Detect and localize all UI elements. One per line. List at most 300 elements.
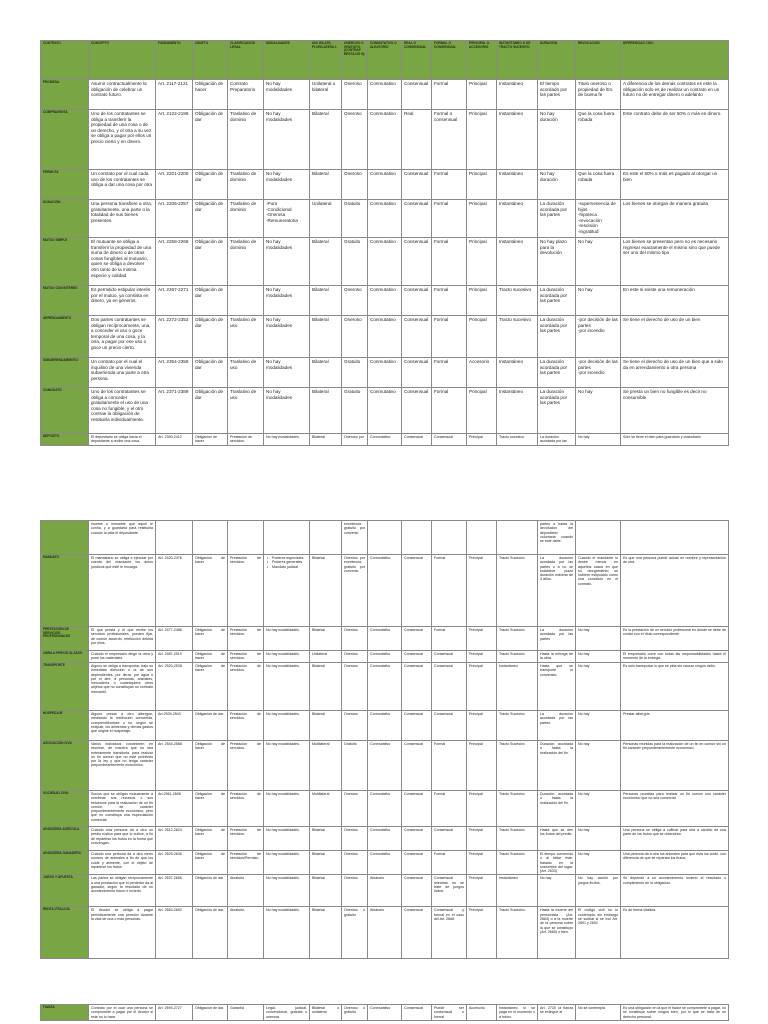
cell-onerous: Gratuito — [342, 388, 368, 434]
cell-commutative: Conmutativo — [368, 238, 402, 286]
cell-modalities: No hay modalidades — [264, 238, 310, 286]
cell-lateral: Bilateral — [310, 827, 342, 851]
cell-commutative: Conmutativo — [368, 627, 402, 651]
cell-duration: No hay duración — [538, 170, 576, 200]
cell-legal-classification: Traslativo de dominio — [228, 110, 264, 170]
cell-real-consensual: Consensual — [402, 388, 432, 434]
cell-legal-basis: Art. 2272-2353 — [156, 316, 193, 358]
cell-duration: El tiempo acordado por las partes — [538, 80, 576, 110]
cell-formal-consensual: Consensual — [432, 711, 467, 741]
cell-lateral: Bilateral — [310, 358, 342, 388]
cell-instant-successive: Instantáneo — [497, 388, 538, 434]
cell-real-consensual: Consensual — [402, 651, 432, 663]
cell-differences: Prestar albergue. — [621, 711, 729, 741]
cell-contract-name: FIANZA — [41, 1005, 89, 1021]
cell-modalities — [264, 200, 310, 238]
cell-instant-successive: Instantáneo — [497, 358, 538, 388]
cell-duration: No hay — [538, 875, 576, 907]
cell-lateral: Bilateral — [310, 627, 342, 651]
cell-contract-name: HOSPEDAJE — [41, 711, 89, 741]
cell-concept: Cuando una persona da a otra un predio rústico para que lo cultive, a fin de repartirse los frutos en la forma que convengan. — [89, 827, 156, 851]
revocation-line: -ingratitud — [578, 228, 599, 234]
cell-contract-name: COMPRAVENTA — [41, 110, 89, 170]
cell-lateral: Multilateral — [310, 741, 342, 791]
cell-legal-classification: Traslativo de uso — [228, 358, 264, 388]
cell-object: Obligación de hacer — [193, 80, 228, 110]
cell-lateral: Unilateral — [310, 200, 342, 238]
table-row — [41, 238, 729, 286]
column-header-real-consensual: REAL O CONSENSUAL — [402, 41, 432, 80]
cell-modalities: No hay modalidades. — [264, 875, 310, 907]
cell-legal-basis: Art. 2206-2257 — [156, 200, 193, 238]
cell-legal-basis: Art. 2354-2356 — [156, 358, 193, 388]
cell-onerous: Oneroso — [342, 316, 368, 358]
cell-instant-successive: Instantáneo — [497, 80, 538, 110]
cell-object: Obligación de dar — [193, 238, 228, 286]
cell-commutative — [368, 521, 402, 555]
cell-duration: La duración acordada por las partes — [538, 316, 576, 358]
cell-object: Obligación de hacer — [193, 851, 228, 875]
cell-lateral: Bilateral — [310, 110, 342, 170]
column-header-legal-basis: FUNDAMENTO — [156, 41, 193, 80]
cell-duration: Hasta la entrega de la obra. — [538, 651, 576, 663]
cell-principal-accessory: Principal — [467, 827, 497, 851]
cell-differences: Es que una persona puede actuar en nombre y representación de otra. — [621, 555, 729, 627]
cell-modalities — [264, 521, 310, 555]
cell-object: Obligación de hacer — [193, 555, 228, 627]
cell-duration: partes o hasta la devolución del depositario voluntaria cuando se esté debe. — [538, 521, 576, 555]
cell-object: Obligación de dar — [193, 286, 228, 316]
cell-real-consensual: Consensual — [402, 791, 432, 827]
cell-duration: La duración acordada por las partes — [538, 388, 576, 434]
cell-legal-basis: Art. 2201-2205 — [156, 170, 193, 200]
contracts-table-part-3 — [40, 1004, 729, 1021]
cell-real-consensual: Consensual — [402, 663, 432, 711]
cell-lateral: Bilateral — [310, 434, 342, 446]
cell-instant-successive: Instantáneo si se paga en el momento o a futuro — [497, 1005, 538, 1021]
cell-legal-basis: Art. 2267-2271 — [156, 286, 193, 316]
cell-principal-accessory: Principal — [467, 434, 497, 446]
cell-revocation: No hay — [576, 791, 621, 827]
column-header-contract-name: CONTRATO — [41, 41, 89, 80]
cell-real-consensual: Consensual — [402, 80, 432, 110]
cell-revocation: No hay — [576, 827, 621, 851]
cell-instant-successive: Instantáneo — [497, 875, 538, 907]
table-row — [41, 827, 729, 851]
cell-legal-classification: Prestación de servicios. — [228, 434, 264, 446]
cell-legal-basis: Art. 2371-2389 — [156, 388, 193, 434]
table-row — [41, 80, 729, 110]
modalities-line: -Onerosa — [266, 212, 286, 218]
cell-concept: El deudor se obliga a pagar periódicamente una pensión durante la vida de una o más personas. — [89, 907, 156, 959]
cell-onerous: Oneroso — [342, 875, 368, 907]
column-header-concept: CONCEPTO — [89, 41, 156, 80]
cell-commutative: Aleatorio — [368, 875, 402, 907]
cell-onerous: Oneroso — [342, 286, 368, 316]
cell-lateral: Bilateral — [310, 286, 342, 316]
column-header-revocation: REVOCACIÓN — [576, 41, 621, 80]
cell-concept: Uno de los contratantes se obliga a conceder gratuitamente el uso de una cosa no fungible, y el otro contrae la obligación de restituirla individualmente. — [89, 388, 156, 434]
cell-revocation: No hay — [576, 627, 621, 651]
cell-real-consensual: Consensual — [402, 358, 432, 388]
cell-object: Obligación de hacer — [193, 827, 228, 851]
cell-duration: Hasta la muerte del pensionista (Art. 2663) o a la muerte de la persona sobre la que se constituyo (Art. 2665) o bien. — [538, 907, 576, 959]
cell-commutative: Conmutativo — [368, 110, 402, 170]
modalities-line: -Remuneratoria — [266, 217, 298, 223]
cell-revocation: No hay — [576, 663, 621, 711]
cell-formal-consensual: Formal — [432, 286, 467, 316]
cell-differences: Personas reunidas para realizar un fin común con carácter económico que no sea comercial. — [621, 791, 729, 827]
cell-object: Obligación de hacer — [193, 791, 228, 827]
cell-real-consensual — [402, 521, 432, 555]
cell-commutative: Conmutativo — [368, 663, 402, 711]
cell-commutative: Conmutativo — [368, 741, 402, 791]
cell-revocation: No hay — [576, 711, 621, 741]
table-row — [41, 875, 729, 907]
table-body — [41, 80, 729, 446]
cell-legal-basis: Art. 2390-2412 — [156, 434, 193, 446]
cell-lateral: Bilateral — [310, 711, 342, 741]
cell-revocation: No hay — [576, 238, 621, 286]
cell-object: Obligación de dar — [193, 200, 228, 238]
cell-legal-classification: Prestación de servicios. — [228, 791, 264, 827]
cell-modalities: No hay modalidades — [264, 358, 310, 388]
cell-contract-name: SUBARRENDAMIENTO — [41, 358, 89, 388]
cell-concept: El mandatario se obliga a ejecutar por cuenta del mandante los actos jurídicos que éste le encarga. — [89, 555, 156, 627]
cell-commutative: Conmutativo — [368, 358, 402, 388]
cell-lateral: Unilateral — [310, 651, 342, 663]
cell-contract-name: PROMESA — [41, 80, 89, 110]
cell-commutative: Conmutativo — [368, 200, 402, 238]
cell-real-consensual: Consensual — [402, 434, 432, 446]
cell-commutative: Conmutativo — [368, 711, 402, 741]
cell-revocation: No hay — [576, 741, 621, 791]
table-row — [41, 521, 729, 555]
cell-object: Obligación de hacer — [193, 627, 228, 651]
cell-lateral: Bilateral — [310, 907, 342, 959]
cell-commutative: Conmutativo — [368, 170, 402, 200]
column-header-onerous: ONEROSO O GRATUITO (CONTRAP RESTACIÓ N) — [342, 41, 368, 80]
column-header-principal-accessory: PRINCIPAL O ACCESORIO — [467, 41, 497, 80]
cell-contract-name — [41, 521, 89, 555]
cell-legal-basis: Art.2539-2543 — [156, 711, 193, 741]
cell-modalities: No hay modalidades. — [264, 711, 310, 741]
cell-contract-name: APARCERÍA AGRÍCOLA — [41, 827, 89, 851]
cell-duration: La duración acordada por las partes o a no se establece plazo duración máxima de 3 años. — [538, 555, 576, 627]
cell-commutative: Conmutativo. — [368, 555, 402, 627]
cell-lateral: Bilateral — [310, 555, 342, 627]
cell-real-consensual: Consensual — [402, 286, 432, 316]
cell-formal-consensual: Formal — [432, 200, 467, 238]
cell-revocation — [576, 200, 621, 238]
cell-principal-accessory: Principal — [467, 711, 497, 741]
cell-concept: El mutuante se obliga a transferir la propiedad de una suma de dinero o de otras cosas fungibles al mutuario, quien se obliga a devolver otro tanto de la misma especie y calidad — [89, 238, 156, 286]
cell-instant-successive: Tracto Sucesivo — [497, 555, 538, 627]
cell-instant-successive: Tracto sucesivo — [497, 434, 538, 446]
modalities-line: -Pura — [266, 201, 278, 206]
cell-lateral: Bilateral — [310, 316, 342, 358]
column-header-modalities: MODALIDADES — [264, 41, 310, 80]
cell-legal-classification: Prestación de servicios. — [228, 663, 264, 711]
cell-instant-successive: Tracto Sucesivo — [497, 851, 538, 875]
cell-modalities: No hay modalidades. — [264, 741, 310, 791]
cell-modalities: No hay modalidades. — [264, 907, 310, 959]
cell-commutative: Conmutativo — [368, 388, 402, 434]
cell-duration: Duración acordada o hasta la realización del fin. — [538, 741, 576, 791]
cell-legal-classification: Traslativo de uso — [228, 388, 264, 434]
cell-revocation — [576, 358, 621, 388]
cell-object: Obligación de dar. — [193, 907, 228, 959]
cell-differences: A diferencia de los demás contratos es este la obligación solo es de realizar un contrato en un futuro no de entregar dinero o adelanto — [621, 80, 729, 110]
cell-modalities — [264, 555, 310, 627]
cell-legal-basis: Art. 2420-2476 — [156, 555, 193, 627]
cell-modalities: No hay modalidades. — [264, 791, 310, 827]
table-row — [41, 200, 729, 238]
table-row — [41, 286, 729, 316]
cell-revocation: El código civil no lo contempla, sin embargo se suitbat si se incl Art. 2691 y 2692 — [576, 907, 621, 959]
cell-legal-basis: Art.2561-2608 — [156, 791, 193, 827]
table-row — [41, 170, 729, 200]
cell-legal-basis: Art. 2477-2486 — [156, 627, 193, 651]
cell-differences — [621, 521, 729, 555]
cell-onerous: Gratuito — [342, 200, 368, 238]
cell-differences: Solo se tiene el bien para guardarlo y custodiarlo — [621, 434, 729, 446]
cell-onerous: Oneroso — [342, 651, 368, 663]
cell-contract-name: TRANSPORTE — [41, 663, 89, 711]
cell-revocation: No hay — [576, 286, 621, 316]
cell-legal-classification: Traslativo de dominio — [228, 238, 264, 286]
cell-concept: Asumir contractualmente la obligación de celebrar un contrato futuro. — [89, 80, 156, 110]
table-row — [41, 555, 729, 627]
cell-modalities: No hay modalidades — [264, 110, 310, 170]
cell-principal-accessory: Principal — [467, 555, 497, 627]
cell-concept: Uno de los contratantes se obliga a transferir la propiedad de una cosa o de un derecho, y el otra a su vez se obliga a pagar por ellos un precio cierto y en dinero. — [89, 110, 156, 170]
table-row — [41, 1005, 729, 1021]
cell-legal-basis: Art. 2117-2121 — [156, 80, 193, 110]
cell-legal-classification: Prestación de servicios. — [228, 827, 264, 851]
cell-object: Obligación de dar. — [193, 1005, 228, 1021]
cell-formal-consensual: Formal o consensual — [432, 110, 467, 170]
cell-onerous: Oneroso — [342, 827, 368, 851]
cell-legal-classification: Garantía — [228, 1005, 264, 1021]
cell-principal-accessory: Principal — [467, 200, 497, 238]
cell-onerous: Oneroso o gratuito — [342, 907, 368, 959]
cell-legal-classification: Prestación de servicios. — [228, 555, 264, 627]
cell-differences: Se depende a un acontecimiento incierto el resultado o cumplimiento de la obligación. — [621, 875, 729, 907]
cell-legal-basis: Art. 2694-2727 — [156, 1005, 193, 1021]
cell-revocation: No se contempla — [576, 1005, 621, 1021]
cell-concept: Varios individuos convinieren en reunirse, de manera que no sea enteramente transitoria, para realizar un fin común que no esté prohibido por la ley y que no tenga carácter preponderantemente económico. — [89, 741, 156, 791]
cell-legal-classification — [228, 286, 264, 316]
cell-real-consensual: Consensual — [402, 316, 432, 358]
cell-formal-consensual: Consensual y formal en el caso del Art. 2668 — [432, 907, 467, 959]
cell-contract-name: SOCIEDAD CIVIL — [41, 791, 89, 827]
revocation-line: -por decisión de las partes — [578, 359, 618, 370]
cell-onerous: Oneroso — [342, 791, 368, 827]
cell-principal-accessory: Principal — [467, 170, 497, 200]
cell-modalities: No hay modalidades. — [264, 851, 310, 875]
cell-real-consensual: Consensual — [402, 875, 432, 907]
table-body — [41, 521, 729, 959]
cell-principal-accessory: Principal — [467, 875, 497, 907]
cell-real-consensual: Consensual — [402, 627, 432, 651]
cell-lateral: Bilateral o unilateral — [310, 1005, 342, 1021]
cell-real-consensual: Real — [402, 110, 432, 170]
cell-concept: Alguno presta a otro albergue, mediando la retribución convenida, comprendiéndose o no, según se estipule, los alimentos y demás gastos que origine el hospedaje. — [89, 711, 156, 741]
modalities-line: • Poderes especiales — [266, 556, 307, 560]
contracts-table-part-1 — [40, 40, 729, 446]
cell-onerous: Oneroso — [342, 80, 368, 110]
cell-concept: Es permitido estipular interés por el mutuo, ya consista en dinero, ya en géneros. — [89, 286, 156, 316]
table-header — [41, 41, 729, 80]
cell-contract-name: MUTUO SIMPLE — [41, 238, 89, 286]
cell-formal-consensual — [432, 521, 467, 555]
cell-legal-classification: Prestación de servicios. — [228, 651, 264, 663]
cell-principal-accessory: Accesorio — [467, 1005, 497, 1021]
cell-instant-successive: Instantáneo — [497, 200, 538, 238]
cell-real-consensual: Consensual — [402, 555, 432, 627]
cell-revocation: No hay — [576, 851, 621, 875]
cell-legal-basis: Art. 2663-2692 — [156, 907, 193, 959]
cell-commutative: Conmutativo — [368, 286, 402, 316]
cell-formal-consensual: Formal — [432, 316, 467, 358]
cell-commutative: Conmutativo — [368, 851, 402, 875]
modalities-line: • Mandato judicial — [266, 565, 307, 569]
cell-differences: En este si existe una remuneración — [621, 286, 729, 316]
cell-formal-consensual: Formal — [432, 851, 467, 875]
table-row — [41, 110, 729, 170]
column-header-lateral: UNI, BILATE, PLURILATERA L — [310, 41, 342, 80]
cell-modalities: Legal, judicial, convencional, gratuita u onerosa — [264, 1005, 310, 1021]
cell-revocation — [576, 316, 621, 358]
cell-duration: La duración acordada por las partes — [538, 286, 576, 316]
cell-onerous: Oneroso por excelencia, gratuito por convenio. — [342, 555, 368, 627]
cell-formal-consensual: Formal — [432, 238, 467, 286]
cell-duration: Duración acordada o hasta la realización del fin. — [538, 791, 576, 827]
cell-principal-accessory: Accesorio — [467, 358, 497, 388]
cell-principal-accessory: Principal — [467, 791, 497, 827]
cell-revocation: No hay — [576, 434, 621, 446]
cell-formal-consensual: Consensual — [432, 663, 467, 711]
cell-legal-basis: Art. 2520-2538 — [156, 663, 193, 711]
cell-real-consensual: Consensual — [402, 711, 432, 741]
cell-object: Obligación de dar — [193, 875, 228, 907]
revocation-line: -revocación — [578, 217, 602, 223]
cell-object: Obligación de dar — [193, 110, 228, 170]
cell-duration: La duración acordada por las partes — [538, 627, 576, 651]
cell-commutative: Conmutativo — [368, 1005, 402, 1021]
cell-duration: La duración acordada por las partes — [538, 200, 576, 238]
table-row — [41, 741, 729, 791]
cell-formal-consensual: Formal — [432, 555, 467, 627]
cell-commutative: Conmutativo — [368, 80, 402, 110]
cell-onerous: Gratuito — [342, 741, 368, 791]
cell-legal-classification: Traslativo de dominio — [228, 170, 264, 200]
cell-real-consensual: Consensual — [402, 1005, 432, 1021]
cell-duration: El tiempo convenido o al faltar éste, basado en la costumbre del lugar. (Art. 2633) — [538, 851, 576, 875]
cell-differences: Es la prestación de un servicio profesional en donde se debe de contar con el título correspondiente. — [621, 627, 729, 651]
cell-revocation: Cuando el mandante lo desee menos en aquellos casos en que su otorgamiento se hubiere estipulado como una condición en el contrato. — [576, 555, 621, 627]
cell-concept: mueble o inmueble que aquél le confía, y a guardarla para restituirla cuando la pida el depositante. — [89, 521, 156, 555]
cell-revocation: Que la cosa fuera robada — [576, 170, 621, 200]
cell-revocation — [576, 521, 621, 555]
cell-differences: Personas reunidas para la realización de un fin en común sin un fin carácter preponderantemente económico. — [621, 741, 729, 791]
revocation-line: -hipoteca — [578, 212, 597, 218]
cell-principal-accessory: Principal — [467, 80, 497, 110]
cell-instant-successive: Instantáneo — [497, 170, 538, 200]
cell-commutative: Conmutativo — [368, 316, 402, 358]
cell-formal-consensual: Consensual — [432, 651, 467, 663]
cell-object — [193, 521, 228, 555]
cell-contract-name: DONACIÓN — [41, 200, 89, 238]
cell-differences: Este contrato debe de ser 50% o más en dinero. — [621, 110, 729, 170]
cell-duration: Hasta que se den los frutos del predio. — [538, 827, 576, 851]
cell-legal-basis: Art. 2258-2266 — [156, 238, 193, 286]
cell-legal-basis: Art. 2487-2519 — [156, 651, 193, 663]
cell-revocation: No hay — [576, 651, 621, 663]
cell-instant-successive: Tracto Sucesivo — [497, 741, 538, 791]
cell-principal-accessory: Principal — [467, 238, 497, 286]
cell-principal-accessory: Principal — [467, 651, 497, 663]
cell-legal-classification: Prestación de servicios/Permiso. — [228, 851, 264, 875]
cell-lateral: Bilateral — [310, 238, 342, 286]
cell-formal-consensual: Formal — [432, 80, 467, 110]
cell-object: Obligación de hacer — [193, 651, 228, 663]
cell-principal-accessory: Principal — [467, 286, 497, 316]
cell-instant-successive: Tracto Sucesivo — [497, 711, 538, 741]
cell-duration: La duración acordada por las partes — [538, 358, 576, 388]
cell-instant-successive: Tracto Sucesivo — [497, 651, 538, 663]
cell-legal-classification: Traslativo de uso — [228, 316, 264, 358]
cell-real-consensual: Consensual — [402, 851, 432, 875]
cell-differences: Una persona se obliga a cultivar para otra a cambio de una parte de los frutos que se obtendrán. — [621, 827, 729, 851]
cell-legal-classification: Prestación de servicios. — [228, 711, 264, 741]
table-row — [41, 907, 729, 959]
cell-onerous: Oneroso — [342, 663, 368, 711]
cell-formal-consensual: Formal — [432, 170, 467, 200]
cell-legal-basis: Art. 2637-2656 — [156, 875, 193, 907]
table-row — [41, 711, 729, 741]
cell-differences: Se presta un bien no fungible es decir no consumible — [621, 388, 729, 434]
column-header-object: OBJETO — [193, 41, 228, 80]
cell-object: Obligación de dar — [193, 358, 228, 388]
cell-lateral — [310, 521, 342, 555]
cell-object: Obligación de dar — [193, 388, 228, 434]
cell-legal-basis: Art. 2625-2636 — [156, 851, 193, 875]
revocation-line: -rescisión — [578, 223, 598, 229]
cell-lateral: Bilateral — [310, 851, 342, 875]
cell-principal-accessory: Principal. — [467, 907, 497, 959]
cell-contract-name: DEPÓSITO — [41, 434, 89, 446]
cell-commutative: Conmutativo — [368, 791, 402, 827]
table-row — [41, 663, 729, 711]
cell-object: Obligación de hacer — [193, 663, 228, 711]
cell-lateral: Bilateral — [310, 875, 342, 907]
cell-instant-successive: Tracto sucesivo — [497, 286, 538, 316]
cell-instant-successive: Instantáneo — [497, 110, 538, 170]
cell-onerous: Oneroso — [342, 851, 368, 875]
revocation-line: -por incendio — [578, 370, 605, 376]
cell-modalities: No hay modalidades. — [264, 663, 310, 711]
cell-formal-consensual: Consensual mientras no se trate de juegos lícitos. — [432, 875, 467, 907]
cell-duration: No hay plazo para la devolución — [538, 238, 576, 286]
cell-real-consensual: Consensual — [402, 200, 432, 238]
cell-differences: Se tiene el derecho de uso de un bien — [621, 316, 729, 358]
cell-principal-accessory: Principal — [467, 388, 497, 434]
cell-commutative: Conmutativo — [368, 827, 402, 851]
cell-onerous: Oneroso — [342, 627, 368, 651]
cell-modalities: No hay modalidades — [264, 80, 310, 110]
